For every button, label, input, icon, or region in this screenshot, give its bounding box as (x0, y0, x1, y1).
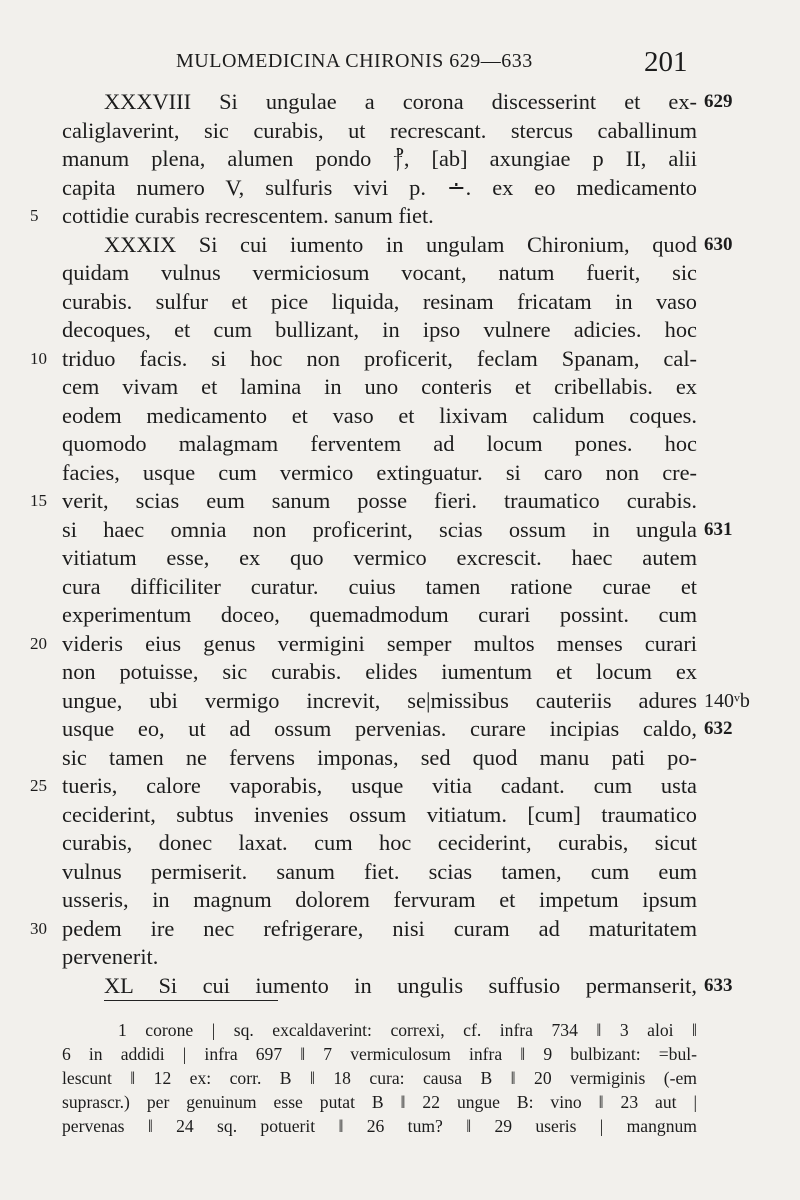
text-line (0, 231, 800, 260)
chapter-number: 633 (704, 974, 733, 996)
manuscript-folio-marker: 140ᵛb (704, 689, 750, 712)
line-text: XXXIX Si cui iumento in ungulam Chironium, quod (104, 231, 697, 257)
text-line (0, 316, 800, 345)
line-text: vitiatum esse, ex quo vermico excrescit. haec autem (62, 545, 697, 570)
text-line (0, 402, 800, 431)
text-line (0, 288, 800, 317)
text-line (0, 744, 800, 773)
running-title: MULOMEDICINA CHIRONIS 629—633 (176, 50, 533, 72)
line-text: cem vivam et lamina in uno conteris et cribellabis. ex (62, 374, 697, 399)
line-text: pedem ire nec refrigerare, nisi curam ad maturitatem (62, 915, 697, 941)
line-text: caliglaverint, sic curabis, ut recrescant. stercus caballinum (62, 117, 697, 143)
line-text: sic tamen ne fervens imponas, sed quod manu pati po- (62, 744, 697, 770)
critical-apparatus (0, 1018, 800, 1138)
text-line (0, 487, 800, 516)
line-number: 15 (30, 491, 47, 510)
line-text: manum plena, alumen pondo ⳨, [ab] axungiae p II, alii (62, 146, 697, 171)
text-line (0, 972, 800, 1001)
apparatus-line (0, 1114, 800, 1138)
text-line (0, 573, 800, 602)
text-line (0, 516, 800, 545)
apparatus-text: suprascr.) per genuinum esse putat B ‖ 22 ungue B: vino ‖ 23 aut | (62, 1092, 697, 1112)
text-line (0, 829, 800, 858)
line-text: tueris, calore vaporabis, usque vitia cadant. cum usta (62, 773, 697, 798)
line-text: usseris, in magnum dolorem fervuram et impetum ipsum (62, 887, 697, 912)
line-text: quidam vulnus vermiciosum vocant, natum fuerit, sic (62, 260, 697, 285)
line-text: triduo facis. si hoc non proficerit, feclam Spanam, cal- (62, 345, 697, 371)
apparatus-text: lescunt ‖ 12 ex: corr. B ‖ 18 cura: causa B ‖ 20 vermiginis (-em (62, 1068, 697, 1088)
text-line (0, 801, 800, 830)
apparatus-text: 1 corone | sq. excaldaverint: correxi, cf. infra 734 ‖ 3 aloi ‖ (118, 1020, 697, 1040)
text-line (0, 687, 800, 716)
line-text: experimentum doceo, quemadmodum curari possint. cum (62, 602, 697, 627)
line-text: videris eius genus vermigini semper multos menses curari (62, 630, 697, 656)
line-number: 25 (30, 776, 47, 795)
body-text (0, 88, 800, 1000)
text-line (0, 88, 800, 117)
line-text: XL Si cui iumento in ungulis suffusio permanserit, (104, 972, 697, 998)
apparatus-text: pervenas ‖ 24 sq. potuerit ‖ 26 tum? ‖ 29 useris | mangnum (62, 1116, 697, 1136)
text-line (0, 658, 800, 687)
apparatus-line (0, 1018, 800, 1042)
text-line (0, 915, 800, 944)
apparatus-text: 6 in addidi | infra 697 ‖ 7 vermiculosum infra ‖ 9 bulbizant: =bul- (62, 1044, 697, 1064)
footnote-rule (104, 1000, 278, 1001)
line-text: decoques, et cum bullizant, in ipso vulnere adicies. hoc (62, 317, 697, 342)
text-line (0, 886, 800, 915)
chapter-number: 631 (704, 518, 733, 540)
text-line (0, 373, 800, 402)
line-text: non potuisse, sic curabis. elides iumentum et locum ex (62, 659, 697, 684)
line-text: usque eo, ut ad ossum pervenias. curare incipias caldo, (62, 716, 697, 741)
line-number: 30 (30, 918, 47, 938)
line-text: ungue, ubi vermigo increvit, se|missibus cauteriis adures (62, 687, 697, 713)
apparatus-line (0, 1042, 800, 1066)
line-number: 20 (30, 633, 47, 653)
text-line (0, 202, 800, 231)
chapter-number: 629 (704, 91, 733, 112)
line-text: XXXVIII Si ungulae a corona discesserint et ex- (104, 89, 697, 114)
text-line (0, 174, 800, 203)
line-text: quomodo malagmam ferventem ad locum pones. hoc (62, 431, 697, 456)
line-text: facies, usque cum vermico extinguatur. si caro non cre- (62, 459, 697, 485)
text-line (0, 715, 800, 744)
line-text: pervenerit. (62, 944, 159, 969)
text-line (0, 430, 800, 459)
line-text: curabis, donec laxat. cum hoc ceciderint, curabis, sicut (62, 830, 697, 855)
text-line (0, 858, 800, 887)
apparatus-line (0, 1066, 800, 1090)
line-number: 5 (30, 206, 39, 225)
line-number: 10 (30, 348, 47, 368)
page-header (0, 44, 800, 84)
line-text: si haec omnia non proficerint, scias ossum in ungula (62, 516, 697, 542)
line-text: verit, scias eum sanum posse fieri. traumatico curabis. (62, 488, 697, 513)
text-line (0, 345, 800, 374)
line-text: vulnus permiserit. sanum fiet. scias tamen, cum eum (62, 858, 697, 884)
text-line (0, 601, 800, 630)
text-line (0, 772, 800, 801)
text-line (0, 145, 800, 174)
text-line (0, 459, 800, 488)
apparatus-line (0, 1090, 800, 1114)
chapter-number: 632 (704, 718, 733, 739)
line-text: cottidie curabis recrescentem. sanum fiet. (62, 203, 434, 228)
line-text: cura difficiliter curatur. cuius tamen ratione curae et (62, 573, 697, 599)
line-text: capita numero V, sulfuris vivi p. ∸. ex eo medicamento (62, 174, 697, 200)
text-line (0, 630, 800, 659)
text-line (0, 544, 800, 573)
line-text: eodem medicamento et vaso et lixivam calidum coques. (62, 402, 697, 428)
line-text: ceciderint, subtus invenies ossum vitiatum. [cum] traumatico (62, 801, 697, 827)
text-line (0, 117, 800, 146)
text-line (0, 943, 800, 972)
page-number: 201 (644, 46, 688, 78)
line-text: curabis. sulfur et pice liquida, resinam fricatam in vaso (62, 288, 697, 314)
text-line (0, 259, 800, 288)
chapter-number: 630 (704, 233, 733, 255)
